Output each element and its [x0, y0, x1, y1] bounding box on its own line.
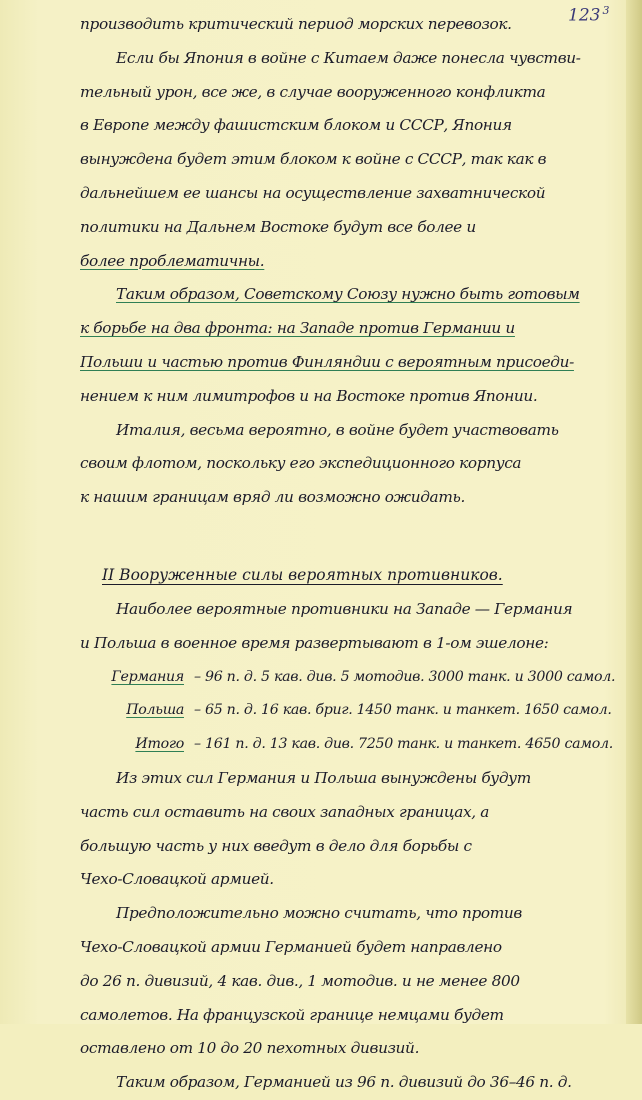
- text-line: своим флотом, поскольку его экспедиционного корпуса: [80, 454, 522, 473]
- forces-values: – 65 п. д. 16 кав. бриг. 1450 танк. и танкет. 1650 самол.: [194, 702, 612, 719]
- text-line: Италия, весьма вероятно, в войне будет участвовать: [116, 420, 559, 439]
- text-line: Наиболее вероятные противники на Западе — Германия: [116, 599, 573, 618]
- forces-country: Германия: [111, 668, 184, 685]
- handwritten-text: [80, 5, 632, 1100]
- page-mark: 3: [602, 4, 610, 17]
- forces-country: Итого: [135, 736, 184, 753]
- text-line: к нашим границам вряд ли возможно ожидать.: [80, 488, 465, 507]
- forces-row-total: [80, 728, 632, 762]
- text-line: Таким образом, Германией из 96 п. дивизий до 36–46 п. д.: [116, 1073, 572, 1092]
- text-line: нением к ним лимитрофов и на Востоке против Японии.: [80, 386, 538, 405]
- text-line: Предположительно можно считать, что против: [116, 904, 522, 923]
- text-line: Польши и частью против Финляндии с вероятным присоеди-: [80, 352, 574, 371]
- text-line: производить критический период морских перевозок.: [80, 15, 512, 33]
- text-line: более проблематичны.: [80, 251, 265, 270]
- text-line: до 26 п. дивизий, 4 кав. див., 1 мотодив. и не менее 800: [80, 971, 520, 990]
- text-line: вынуждена будет этим блоком к войне с СССР, так как в: [80, 150, 547, 169]
- text-line: Если бы Япония в войне с Китаем даже понесла чувстви-: [116, 48, 581, 67]
- text-line: Из этих сил Германия и Польша вынуждены будут: [116, 768, 531, 787]
- section-heading: II Вооруженные силы вероятных противников.: [102, 565, 503, 584]
- page-number-value: 123: [568, 5, 601, 26]
- forces-row-poland: [80, 694, 632, 728]
- forces-values: – 96 п. д. 5 кав. див. 5 мотодив. 3000 танк. и 3000 самол.: [194, 668, 616, 685]
- text-line: политики на Дальнем Востоке будут все более и: [80, 217, 476, 236]
- text-line: и Польша в военное время развертывают в 1-ом эшелоне:: [80, 633, 549, 652]
- text-line: дальнейшем ее шансы на осуществление захватнической: [80, 183, 546, 202]
- text-line: тельный урон, все же, в случае вооруженного конфликта: [80, 82, 546, 101]
- text-line: Таким образом, Советскому Союзу нужно быть готовым: [116, 285, 580, 304]
- text-line: Чехо-Словацкой армией.: [80, 870, 274, 889]
- text-line: в Европе между фашистским блоком и СССР, Япония: [80, 116, 512, 135]
- text-line: часть сил оставить на своих западных границах, а: [80, 802, 490, 821]
- section-gap: [80, 515, 632, 557]
- text-line: к борьбе на два фронта: на Западе против Германии и: [80, 319, 515, 338]
- text-line: самолетов. На французской границе немцами будет: [80, 1005, 504, 1024]
- text-line: оставлено от 10 до 20 пехотных дивизий.: [80, 1039, 420, 1058]
- forces-country: Польша: [126, 702, 184, 719]
- text-line: Чехо-Словацкой армии Германией будет направлено: [80, 937, 502, 956]
- forces-values: – 161 п. д. 13 кав. див. 7250 танк. и танкет. 4650 самол.: [194, 736, 613, 753]
- text-line: большую часть у них введут в дело для борьбы с: [80, 836, 472, 855]
- forces-row-germany: [80, 661, 632, 695]
